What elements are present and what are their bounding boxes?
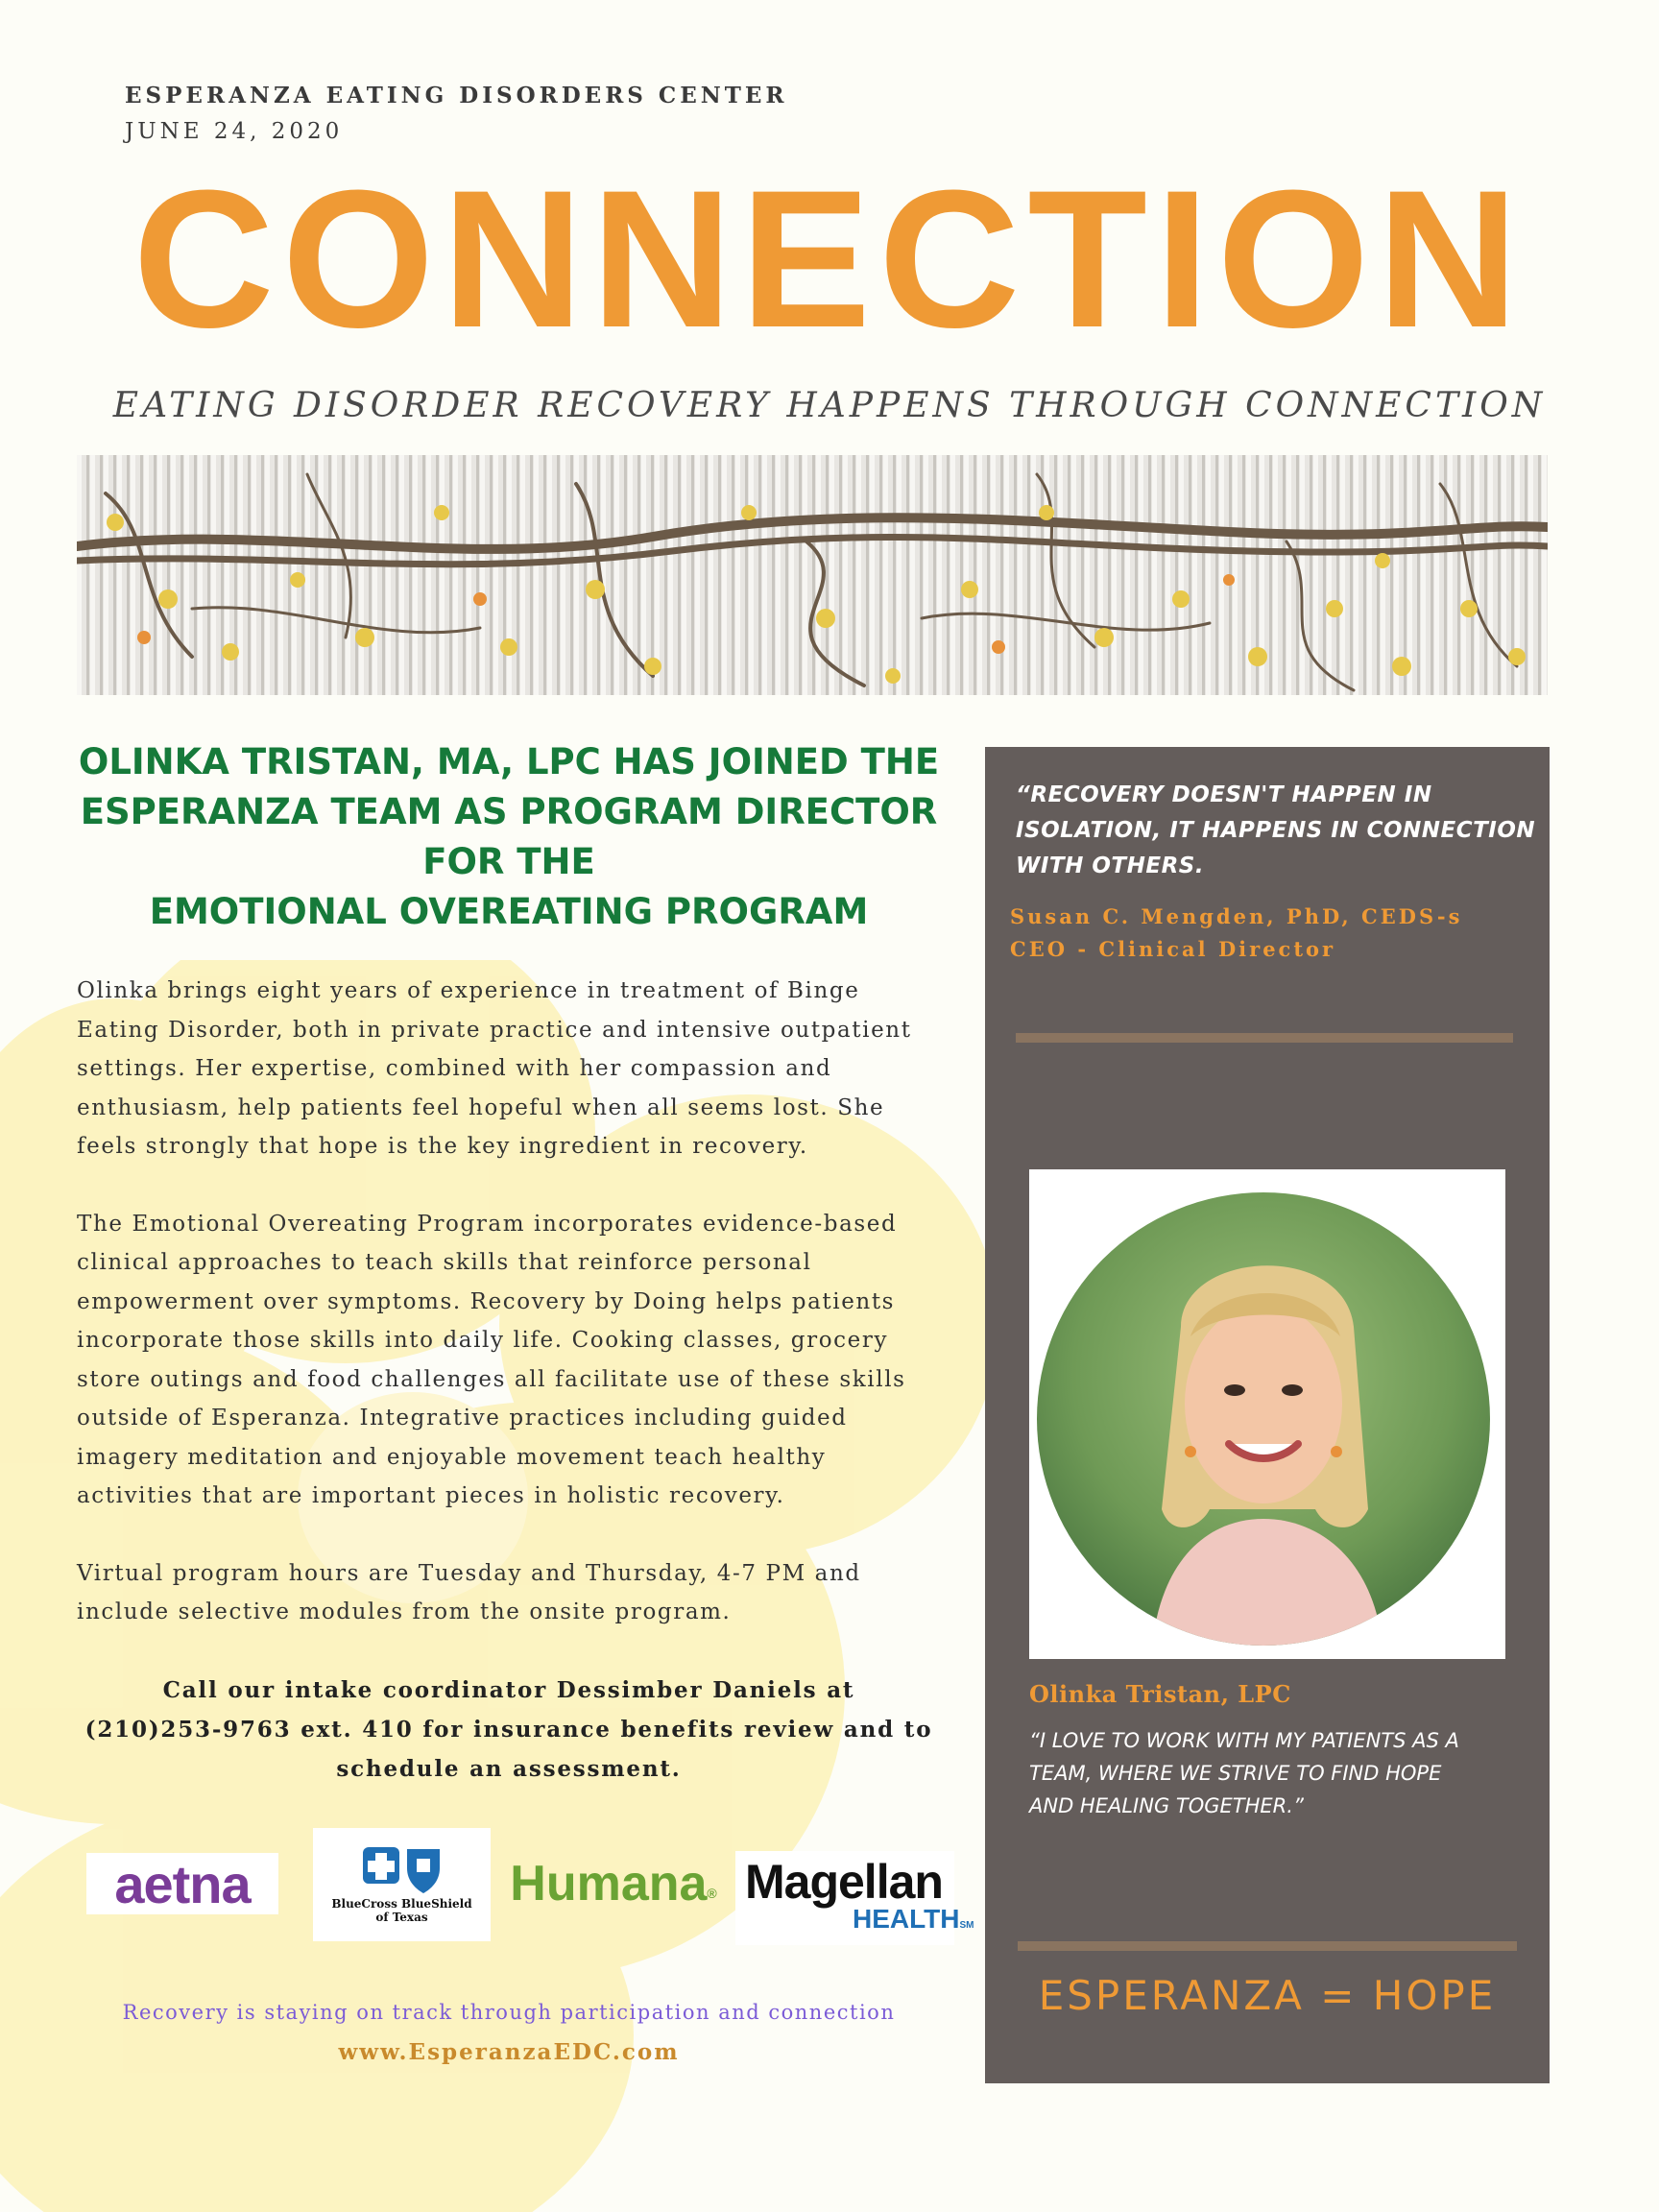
article-body bbox=[77, 972, 941, 1671]
quote-author: Susan C. Mengden, PhD, CEDS-s CEO - Clinical Director bbox=[1010, 904, 1463, 961]
aetna-logo: aetna bbox=[86, 1853, 278, 1914]
bcbs-logo: BlueCross BlueShield of Texas bbox=[313, 1828, 491, 1941]
paragraph-program: The Emotional Overeating Program incorporates evidence-based clinical approaches to teach skills that reinforce personal empowerment over symptoms. Recovery by Doing helps patients incorporate those skills into daily life. Cooking classes, grocery store outings and food challenges all facilitate use of these skills outside of Esperanza. Integrative practices including guided imagery meditation and enjoyable movement teach healthy activities that are important pieces in holistic recovery. bbox=[77, 1211, 906, 1508]
humana-logo: Humana ® bbox=[510, 1856, 717, 1911]
ceo-quote: “RECOVERY DOESN'T HAPPEN IN ISOLATION, IT HAPPENS IN CONNECTION WITH OTHERS. bbox=[1016, 782, 1536, 878]
portrait-photo bbox=[1037, 1192, 1490, 1646]
motto: ESPERANZA = HOPE bbox=[1038, 1972, 1497, 2019]
vine-banner-image bbox=[77, 455, 1548, 695]
bcbs-cross-shield-icon bbox=[361, 1845, 444, 1897]
article-headline: OLINKA TRISTAN, MA, LPC HAS JOINED THE ESPERANZA TEAM AS PROGRAM DIRECTOR FOR THE EMOTIONAL OVEREATING PROGRAM bbox=[78, 741, 940, 932]
sidebar-divider-bottom bbox=[1018, 1941, 1517, 1951]
paragraph-hours: Virtual program hours are Tuesday and Thursday, 4-7 PM and include selective modules from the onsite program. bbox=[77, 1560, 861, 1624]
portrait-name: Olinka Tristan, LPC bbox=[1029, 1680, 1291, 1708]
portrait-frame bbox=[1029, 1169, 1505, 1659]
page-subtitle: EATING DISORDER RECOVERY HAPPENS THROUGH CONNECTION bbox=[112, 386, 1547, 425]
footer-tagline: Recovery is staying on track through participation and connection bbox=[122, 2001, 896, 2024]
sidebar-divider bbox=[1016, 1033, 1513, 1043]
issue-date: JUNE 24, 2020 bbox=[125, 119, 344, 144]
paragraph-experience: Olinka brings eight years of experience in treatment of Binge Eating Disorder, both in private practice and intensive outpatient settings. Her expertise, combined with her compassion and enthusiasm, help patients feel hopeful when all seems lost. She feels strongly that hope is the key ingredient in recovery. bbox=[77, 978, 912, 1159]
magellan-logo: Magellan HEALTHSM bbox=[735, 1851, 954, 1945]
website-link[interactable]: www.EsperanzaEDC.com bbox=[338, 2039, 680, 2065]
intake-callout: Call our intake coordinator Dessimber Daniels at (210)253-9763 ext. 410 for insurance benefits review and to schedule an assessment. bbox=[84, 1677, 933, 1782]
org-name: ESPERANZA EATING DISORDERS CENTER bbox=[125, 83, 788, 108]
portrait-quote: “I LOVE TO WORK WITH MY PATIENTS AS A TEAM, WHERE WE STRIVE TO FIND HOPE AND HEALING TOGETHER.” bbox=[1029, 1729, 1459, 1817]
page-title: CONNECTION bbox=[132, 150, 1527, 369]
